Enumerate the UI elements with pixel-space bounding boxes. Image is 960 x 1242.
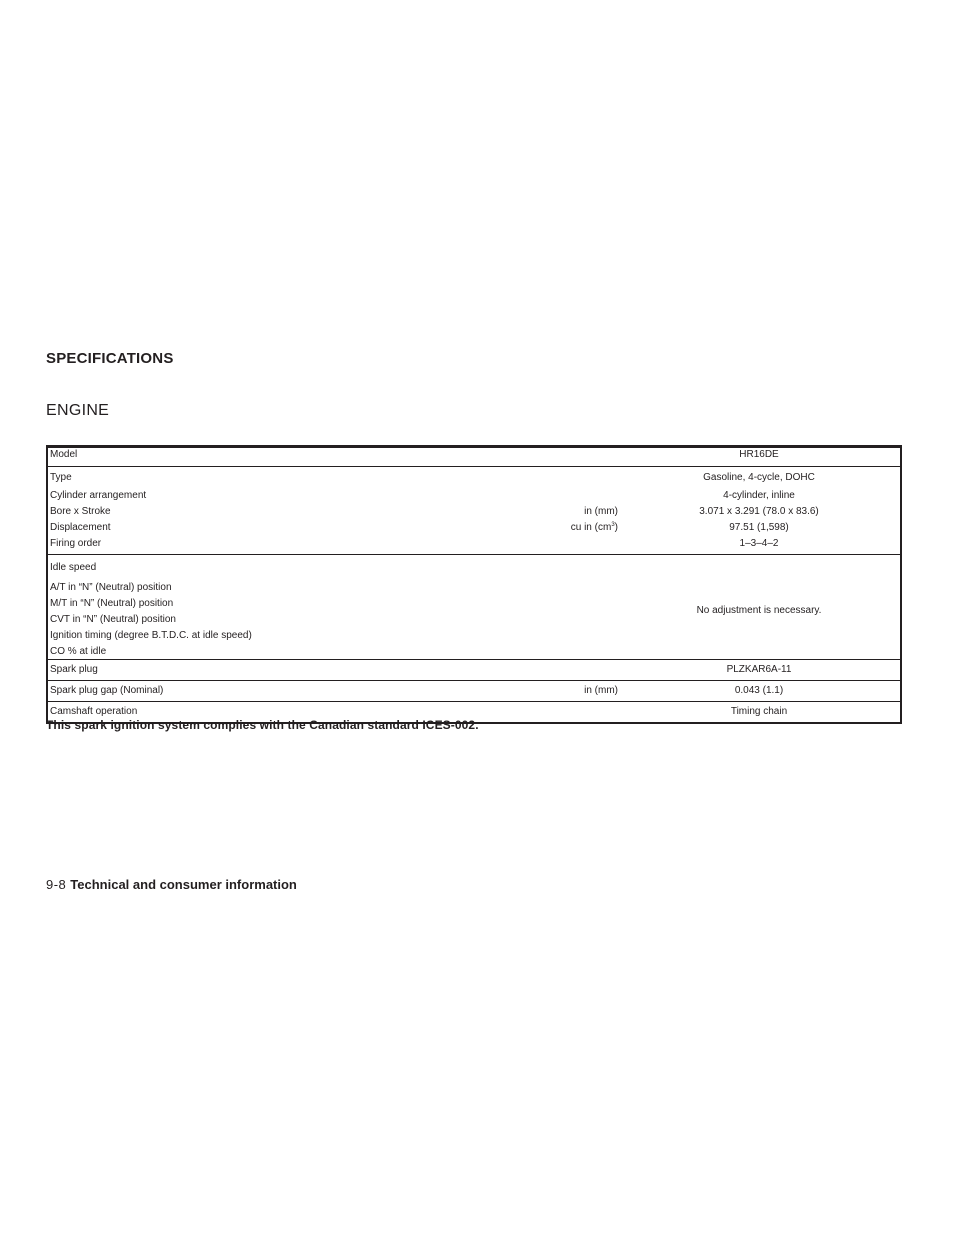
idle-item: M/T in “N” (Neutral) position — [50, 598, 174, 609]
displacement-unit-base: cu in (cm — [570, 522, 612, 533]
table-row — [48, 471, 900, 488]
idle-item: A/T in “N” (Neutral) position — [50, 582, 172, 593]
general-rows — [48, 466, 900, 552]
cylinder-arrangement-value: 4-cylinder, inline — [723, 490, 795, 501]
idle-item: CO % at idle — [50, 646, 107, 657]
cylinder-arrangement-label: Cylinder arrangement — [50, 490, 147, 501]
subsection-title: ENGINE — [46, 402, 110, 419]
idle-labels — [50, 560, 252, 660]
spark-plug-unit — [490, 660, 618, 680]
camshaft-label: Camshaft operation — [50, 706, 138, 717]
displacement-unit-close: ) — [614, 522, 618, 533]
table-row — [48, 681, 900, 701]
model-unit — [490, 448, 618, 465]
spark-plug-gap-label: Spark plug gap (Nominal) — [50, 685, 164, 696]
displacement-unit — [490, 520, 618, 536]
bore-stroke-unit: in (mm) — [584, 506, 618, 517]
idle-item: CVT in “N” (Neutral) position — [50, 614, 176, 625]
table-group-spark-plug-gap — [48, 681, 900, 702]
type-value: Gasoline, 4-cycle, DOHC — [703, 472, 815, 483]
table-group-spark-plug — [48, 660, 900, 681]
displacement-unit-sup: 3 — [611, 522, 615, 528]
displacement-label: Displacement — [50, 522, 111, 533]
model-value: HR16DE — [739, 449, 779, 460]
engine-spec-table — [46, 445, 902, 724]
idle-item: Ignition timing (degree B.T.D.C. at idle speed) — [50, 630, 252, 641]
cylinder-arrangement-unit — [490, 488, 618, 504]
model-label: Model — [50, 449, 78, 460]
spark-plug-value: PLZKAR6A-11 — [726, 664, 792, 675]
spark-plug-gap-unit: in (mm) — [584, 685, 618, 696]
camshaft-value: Timing chain — [730, 706, 788, 717]
spark-plug-label: Spark plug — [50, 664, 98, 675]
table-group-idle — [48, 555, 900, 660]
type-label: Type — [50, 472, 72, 483]
table-row-model — [48, 448, 900, 465]
firing-order-value: 1–3–4–2 — [739, 538, 779, 549]
table-row — [48, 488, 900, 504]
chapter-title: Technical and consumer information — [70, 877, 297, 892]
firing-order-label: Firing order — [50, 538, 102, 549]
table-row — [48, 660, 900, 680]
table-row — [48, 536, 900, 552]
firing-order-unit — [490, 536, 618, 552]
table-row — [48, 520, 900, 536]
page-footer — [46, 877, 297, 892]
bore-stroke-value: 3.071 x 3.291 (78.0 x 83.6) — [699, 506, 819, 517]
table-group-general — [48, 448, 900, 555]
table-row — [48, 504, 900, 520]
bore-stroke-label: Bore x Stroke — [50, 506, 111, 517]
section-title: SPECIFICATIONS — [46, 350, 174, 367]
spark-plug-gap-value: 0.043 (1.1) — [734, 685, 784, 696]
displacement-value: 97.51 (1,598) — [729, 522, 789, 533]
page-number: 9-8 — [46, 877, 67, 892]
camshaft-unit — [490, 702, 618, 722]
idle-value: No adjustment is necessary. — [696, 605, 822, 616]
compliance-note: This spark ignition system complies with the Canadian standard ICES-002. — [46, 718, 479, 732]
idle-speed-heading: Idle speed — [50, 562, 97, 573]
type-unit — [490, 471, 618, 488]
